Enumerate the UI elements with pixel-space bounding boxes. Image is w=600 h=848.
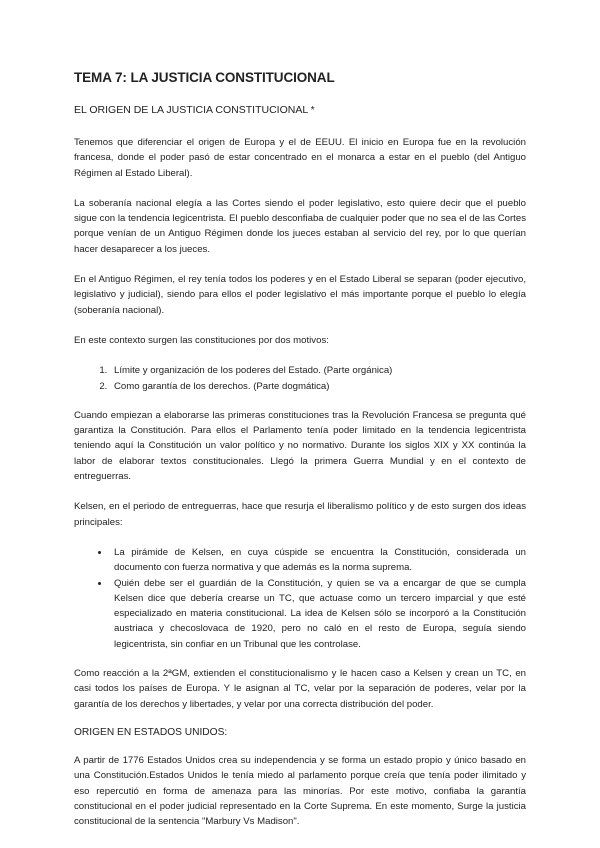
list-item: • La pirámide de Kelsen, en cuya cúspide se encuentra la Constitución, considerada un documento con fuerza normativa y que además es la norma suprema.: [110, 545, 526, 576]
paragraph: La soberanía nacional elegía a las Cortes siendo el poder legislativo, esto quiere decir que el pueblo sigue con la tendencia legicentrista. El pueblo desconfiaba de cualquier poder que no sea el de las Cortes porque venían de un Antiguo Régimen donde los jueces estaban al servicio del rey, por lo que querían hacer desaparecer a los jueces.: [74, 197, 526, 255]
list-item: 2. Como garantía de los derechos. (Parte dogmática): [110, 379, 526, 394]
paragraph: A partir de 1776 Estados Unidos crea su independencia y se forma un estado propio y único basado en una Constitución.Estados Unidos le tenía miedo al parlamento porque creía que tenía poder ilimitado y eso repercutió en forma de amenaza para las minorías. Por este motivo, confiaba la garantía constitucional en el poder judicial representado en la Corte Suprema. En este momento, Surge la justicia constitucional de la sentencia "Marbury Vs Madison".: [74, 754, 526, 828]
paragraph: En este contexto surgen las constituciones por dos motivos:: [74, 334, 329, 346]
kelsen-ideas-list: [74, 545, 526, 652]
section-heading-usa: ORIGEN EN ESTADOS UNIDOS:: [74, 726, 228, 738]
paragraph: Como reacción a la 2ªGM, extienden el constitucionalismo y le hacen caso a Kelsen y crean un TC, en casi todos los países de Europa. Y le asignan al TC, velar por la separación de poderes, velar por la garantía de los derechos y libertades, y velar por una correcta distribución del poder.: [74, 668, 526, 710]
paragraph: Cuando empiezan a elaborarse las primeras constituciones tras la Revolución Francesa se pregunta qué garantiza la Constitución. Para ellos el Parlamento tenía poder limitado en la tendencia legicentrista teniendo aquí la Constitución un valor político y no normativo. Durante los siglos XIX y XX continúa la labor de elaborar textos constitucionales. Llegó la primera Guerra Mundial y en el contexto de entreguerras.: [74, 409, 526, 483]
paragraph: Tenemos que diferenciar el origen de Europa y el de EEUU. El inicio en Europa fue en la revolución francesa, donde el poder pasó de estar concentrado en el monarca a estar en el pueblo (del Antiguo Régimen al Estado Liberal).: [74, 137, 526, 179]
list-item: 1. Límite y organización de los poderes del Estado. (Parte orgánica): [110, 363, 526, 378]
paragraph: Kelsen, en el periodo de entreguerras, hace que resurja el liberalismo político y de esto surgen dos ideas principales:: [74, 501, 526, 528]
list-item: • Quién debe ser el guardián de la Constitución, y quien se va a encargar de que se cumpla Kelsen dice que debería crearse un TC, que actuase como un tercero imparcial y que esté especializado en materia constitucional. La idea de Kelsen sólo se incorporó a la Constitución austriaca y checoslovaca de 1920, pero no caló en el resto de Europa, seguía siendo legicentrista, sin confiar en un Tribunal que les controlase.: [110, 576, 526, 652]
paragraph: En el Antiguo Régimen, el rey tenía todos los poderes y en el Estado Liberal se separan (poder ejecutivo, legislativo y judicial), siendo para ellos el poder legislativo el más importante porque el pueblo lo elegía (soberanía nacional).: [74, 274, 526, 316]
page-title: TEMA 7: LA JUSTICIA CONSTITUCIONAL: [74, 70, 335, 85]
motives-list: [74, 363, 526, 394]
section-heading-origin: EL ORIGEN DE LA JUSTICIA CONSTITUCIONAL *: [74, 104, 315, 116]
